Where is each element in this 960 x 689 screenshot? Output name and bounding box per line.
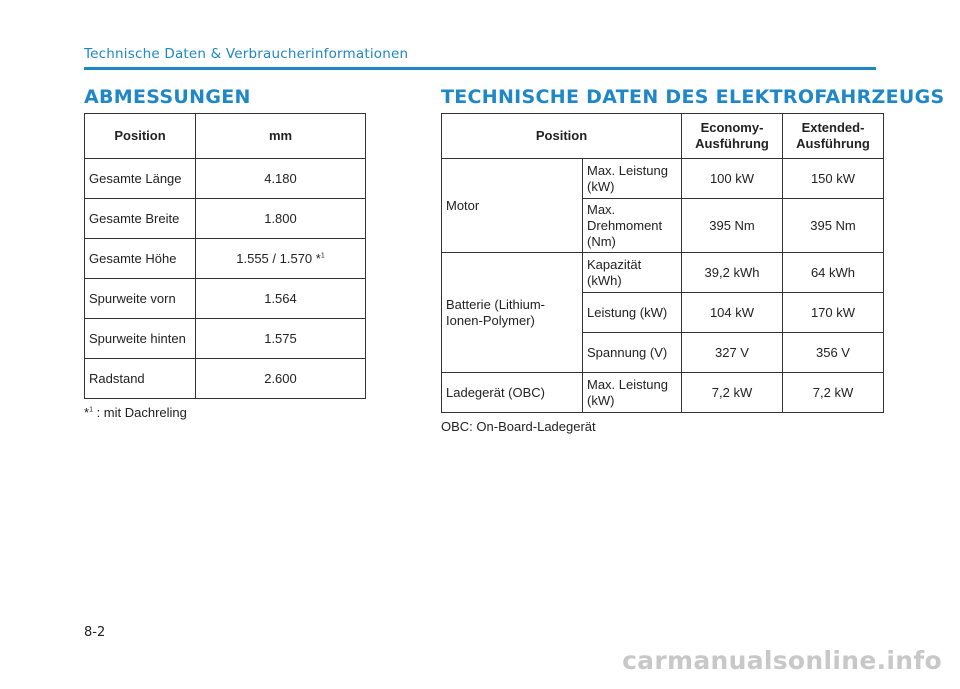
table-row — [442, 159, 884, 199]
dimension-value: 2.600 — [196, 359, 366, 399]
column-header-economy: Economy-Ausführung — [682, 114, 783, 159]
spec-item: Max. Drehmoment (Nm) — [583, 199, 682, 253]
column-header-position: Position — [85, 114, 196, 159]
dimension-value — [196, 239, 366, 279]
extended-value: 150 kW — [783, 159, 884, 199]
column-header-position: Position — [442, 114, 682, 159]
table-row — [85, 239, 366, 279]
spec-item: Max. Leistung (kW) — [583, 373, 682, 413]
footnote-text: : mit Dachreling — [92, 405, 187, 420]
column-header-mm: mm — [196, 114, 366, 159]
dimension-value: 1.575 — [196, 319, 366, 359]
dimension-name: Spurweite hinten — [85, 319, 196, 359]
table-row — [85, 159, 366, 199]
ev-title: TECHNISCHE DATEN DES ELEKTROFAHRZEUGS — [441, 86, 945, 108]
table-row — [85, 199, 366, 239]
dimension-name: Gesamte Breite — [85, 199, 196, 239]
spec-item: Spannung (V) — [583, 333, 682, 373]
dimension-value-text: 1.555 / 1.570 * — [236, 250, 321, 266]
group-label-battery: Batterie (Lithium-Ionen-Polymer) — [442, 253, 583, 373]
economy-value: 39,2 kWh — [682, 253, 783, 293]
dimension-name: Spurweite vorn — [85, 279, 196, 319]
header-rule — [84, 67, 876, 70]
page-number: 8-2 — [84, 625, 106, 640]
ev-spec-table — [441, 113, 884, 413]
table-row — [85, 359, 366, 399]
extended-value: 356 V — [783, 333, 884, 373]
group-label-motor: Motor — [442, 159, 583, 253]
dimension-name: Radstand — [85, 359, 196, 399]
table-header-row — [442, 114, 884, 159]
dimension-value: 1.564 — [196, 279, 366, 319]
ev-footnote: OBC: On-Board-Ladegerät — [441, 419, 596, 434]
dimensions-table — [84, 113, 366, 399]
economy-value: 7,2 kW — [682, 373, 783, 413]
group-label-charger: Ladegerät (OBC) — [442, 373, 583, 413]
dimensions-footnote — [84, 405, 187, 420]
table-row — [85, 279, 366, 319]
dimension-value: 1.800 — [196, 199, 366, 239]
footnote-number: 1 — [89, 406, 93, 414]
footnote-asterisk: * — [84, 405, 90, 420]
extended-value: 7,2 kW — [783, 373, 884, 413]
dimension-value: 4.180 — [196, 159, 366, 199]
economy-value: 395 Nm — [682, 199, 783, 253]
extended-value: 395 Nm — [783, 199, 884, 253]
dimension-name: Gesamte Höhe — [85, 239, 196, 279]
extended-value: 64 kWh — [783, 253, 884, 293]
column-header-extended: Extended-Ausführung — [783, 114, 884, 159]
dimensions-title: ABMESSUNGEN — [84, 86, 251, 108]
economy-value: 100 kW — [682, 159, 783, 199]
spec-item: Leistung (kW) — [583, 293, 682, 333]
dimension-name: Gesamte Länge — [85, 159, 196, 199]
economy-value: 327 V — [682, 333, 783, 373]
table-row — [85, 319, 366, 359]
spec-item: Kapazität (kWh) — [583, 253, 682, 293]
table-row — [442, 253, 884, 293]
footnote-marker: 1 — [320, 252, 325, 260]
watermark: carmanualsonline.info — [622, 646, 942, 675]
table-header-row — [85, 114, 366, 159]
extended-value: 170 kW — [783, 293, 884, 333]
spec-item: Max. Leistung (kW) — [583, 159, 682, 199]
section-header-title: Technische Daten & Verbraucherinformationen — [84, 46, 409, 62]
table-row — [442, 373, 884, 413]
economy-value: 104 kW — [682, 293, 783, 333]
